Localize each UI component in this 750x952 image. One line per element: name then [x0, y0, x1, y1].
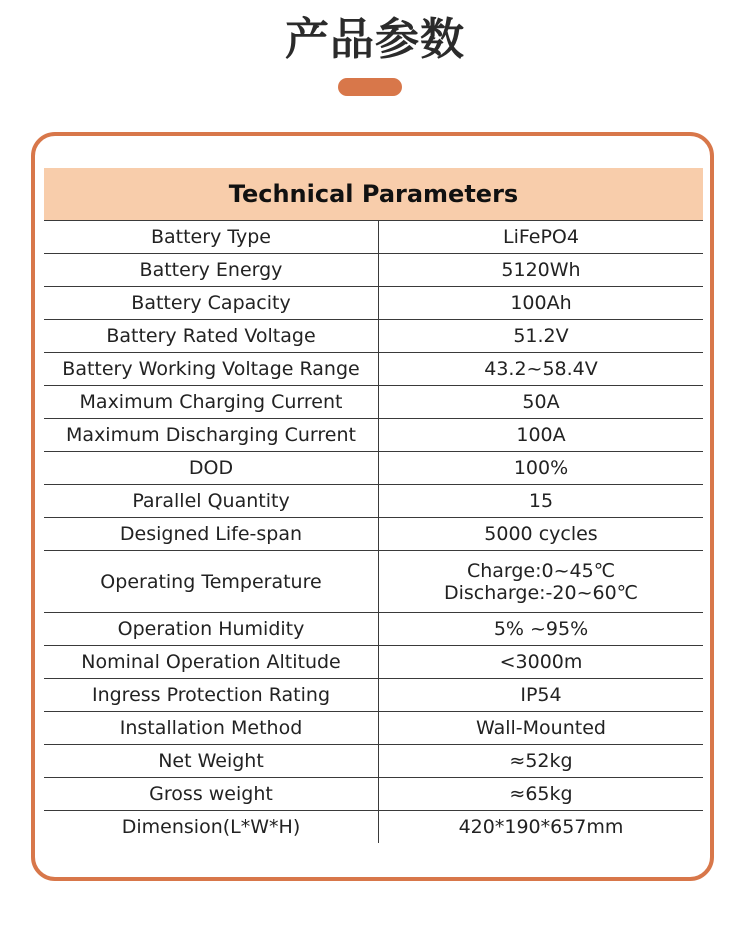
page-heading: 产品参数	[285, 14, 465, 65]
table-row	[44, 679, 703, 712]
table-row	[44, 320, 703, 353]
row-label: Dimension(L*W*H)	[44, 811, 379, 844]
heading-accent-bar	[338, 78, 402, 96]
row-label: Net Weight	[44, 745, 379, 778]
row-label: Battery Type	[44, 221, 379, 254]
table-row	[44, 485, 703, 518]
row-label: Gross weight	[44, 778, 379, 811]
row-value: ≈65kg	[379, 778, 704, 811]
row-value: Wall-Mounted	[379, 712, 704, 745]
row-label: Parallel Quantity	[44, 485, 379, 518]
table-row	[44, 254, 703, 287]
row-value-line: Discharge:-20~60℃	[443, 581, 639, 604]
row-label: Battery Working Voltage Range	[44, 353, 379, 386]
table-row	[44, 745, 703, 778]
row-value: 43.2~58.4V	[379, 353, 704, 386]
row-label: Battery Rated Voltage	[44, 320, 379, 353]
table-row	[44, 778, 703, 811]
table-row	[44, 712, 703, 745]
row-value: 420*190*657mm	[458, 816, 624, 838]
row-value: 51.2V	[379, 320, 704, 353]
table-row	[44, 221, 703, 254]
parameters-grid	[44, 221, 703, 843]
table-row	[44, 353, 703, 386]
row-value: 5% ~95%	[379, 613, 704, 646]
table-row	[44, 613, 703, 646]
row-value: LiFePO4	[379, 221, 704, 254]
row-value: 100A	[379, 419, 704, 452]
row-label: Installation Method	[44, 712, 379, 745]
row-label: Designed Life-span	[44, 518, 379, 551]
row-value: 50A	[379, 386, 704, 419]
parameters-table	[44, 168, 703, 843]
table-row	[44, 518, 703, 551]
row-value	[379, 551, 704, 613]
row-label: Battery Capacity	[44, 287, 379, 320]
row-label: Operating Temperature	[44, 551, 379, 613]
row-value: <3000m	[379, 646, 704, 679]
row-label: Battery Energy	[44, 254, 379, 287]
table-title: Technical Parameters	[44, 168, 703, 221]
row-label: Operation Humidity	[44, 613, 379, 646]
row-label: Nominal Operation Altitude	[44, 646, 379, 679]
table-row	[44, 287, 703, 320]
row-value: 100%	[379, 452, 704, 485]
row-value: 5000 cycles	[379, 518, 704, 551]
row-value: 5120Wh	[379, 254, 704, 287]
row-value: ≈52kg	[379, 745, 704, 778]
table-row	[44, 452, 703, 485]
row-value: 15	[379, 485, 704, 518]
row-label: Ingress Protection Rating	[44, 679, 379, 712]
table-row	[44, 646, 703, 679]
row-value-line: Charge:0~45℃	[466, 559, 616, 582]
row-value: 100Ah	[379, 287, 704, 320]
row-label: Maximum Charging Current	[44, 386, 379, 419]
table-row	[44, 386, 703, 419]
row-value: IP54	[379, 679, 704, 712]
table-row	[44, 419, 703, 452]
row-label: Maximum Discharging Current	[44, 419, 379, 452]
table-row	[44, 551, 703, 613]
table-row	[44, 811, 703, 844]
row-label: DOD	[44, 452, 379, 485]
